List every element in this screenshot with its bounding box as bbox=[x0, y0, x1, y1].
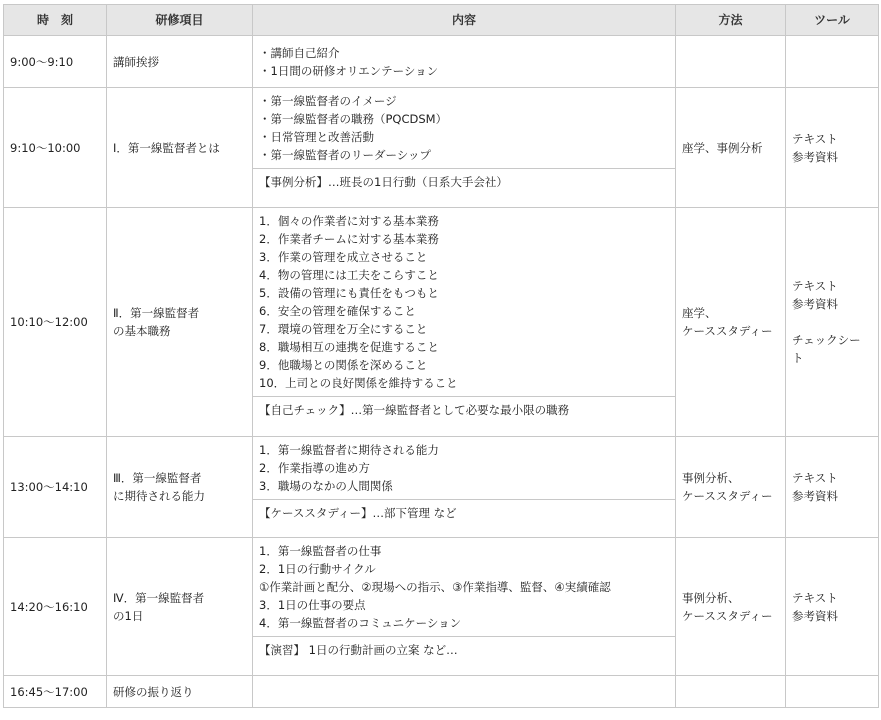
content-cell bbox=[253, 36, 676, 88]
method-cell: 事例分析、 ケーススタディー bbox=[676, 437, 786, 538]
time-cell: 16:45〜17:00 bbox=[4, 676, 107, 708]
table-row bbox=[4, 676, 879, 708]
content-cell bbox=[253, 676, 676, 708]
content-line: 1．第一線監督者の仕事 bbox=[259, 544, 382, 558]
header-item: 研修項目 bbox=[107, 5, 253, 36]
time-cell: 9:10〜10:00 bbox=[4, 88, 107, 208]
content-activity bbox=[253, 396, 675, 423]
method-cell: 座学、 ケーススタディー bbox=[676, 208, 786, 437]
header-method: 方法 bbox=[676, 5, 786, 36]
time-cell: 10:10〜12:00 bbox=[4, 208, 107, 437]
content-list bbox=[253, 676, 675, 684]
content-line: 5．設備の管理にも責任をもつもと bbox=[259, 286, 439, 300]
content-line: 8．職場相互の連携を促進すること bbox=[259, 340, 439, 354]
content-line: 【自己チェック】…第一線監督者として必要な最小限の職務 bbox=[259, 403, 570, 417]
tool-cell: テキスト 参考資料 bbox=[786, 538, 879, 676]
content-list bbox=[253, 88, 675, 168]
content-line: ・講師自己紹介 bbox=[259, 45, 340, 60]
tool-cell: テキスト 参考資料 チェックシート bbox=[786, 208, 879, 437]
table-row bbox=[4, 437, 879, 538]
content-line: ・日常管理と改善活動 bbox=[259, 130, 374, 144]
method-cell: 座学、事例分析 bbox=[676, 88, 786, 208]
content-line: 【演習】 1日の行動計画の立案 など… bbox=[259, 643, 458, 657]
content-line: 4．物の管理には工夫をこらすこと bbox=[259, 268, 439, 282]
header-content: 内容 bbox=[253, 5, 676, 36]
content-cell bbox=[253, 538, 676, 676]
content-line: 3．1日の仕事の要点 bbox=[259, 598, 366, 612]
content-activity bbox=[253, 168, 675, 195]
schedule-body bbox=[4, 36, 879, 708]
item-cell: 研修の振り返り bbox=[107, 676, 253, 708]
time-cell: 14:20〜16:10 bbox=[4, 538, 107, 676]
content-line: 3．作業の管理を成立させること bbox=[259, 250, 428, 264]
table-row bbox=[4, 36, 879, 88]
content-cell bbox=[253, 208, 676, 437]
content-line: 9．他職場との関係を深めること bbox=[259, 358, 428, 372]
content-line: 1．個々の作業者に対する基本業務 bbox=[259, 214, 439, 228]
method-cell bbox=[676, 36, 786, 88]
tool-cell bbox=[786, 676, 879, 708]
header-time: 時 刻 bbox=[4, 5, 107, 36]
content-line: 2．作業者チームに対する基本業務 bbox=[259, 232, 439, 246]
content-line: ・第一線監督者の職務（PQCDSM） bbox=[259, 112, 448, 126]
content-line: ・第一線監督者のリーダーシップ bbox=[259, 148, 432, 162]
content-line: 3．職場のなかの人間関係 bbox=[259, 479, 393, 493]
item-cell: Ⅱ．第一線監督者 の基本職務 bbox=[107, 208, 253, 437]
content-activity bbox=[253, 636, 675, 663]
content-activity bbox=[253, 499, 675, 526]
content-list bbox=[253, 538, 675, 636]
content-line: 2．1日の行動サイクル bbox=[259, 562, 376, 576]
item-cell: Ⅰ．第一線監督者とは bbox=[107, 88, 253, 208]
item-cell: 講師挨拶 bbox=[107, 36, 253, 88]
table-row bbox=[4, 88, 879, 208]
content-line: ・1日間の研修オリエンテーション bbox=[259, 63, 439, 78]
item-cell: Ⅳ．第一線監督者 の1日 bbox=[107, 538, 253, 676]
header-tool: ツール bbox=[786, 5, 879, 36]
content-line: 2．作業指導の進め方 bbox=[259, 461, 370, 475]
table-row bbox=[4, 538, 879, 676]
content-line: 6．安全の管理を確保すること bbox=[259, 304, 416, 318]
content-list bbox=[253, 208, 675, 396]
content-line: ・第一線監督者のイメージ bbox=[259, 94, 397, 108]
tool-cell: テキスト 参考資料 bbox=[786, 88, 879, 208]
time-cell: 13:00〜14:10 bbox=[4, 437, 107, 538]
content-line: 【ケーススタディー】…部下管理 など bbox=[259, 506, 457, 520]
content-line: 7．環境の管理を万全にすること bbox=[259, 322, 428, 336]
content-list bbox=[253, 40, 675, 84]
content-line: 4．第一線監督者のコミュニケーション bbox=[259, 616, 462, 630]
content-cell bbox=[253, 437, 676, 538]
method-cell: 事例分析、 ケーススタディー bbox=[676, 538, 786, 676]
tool-cell bbox=[786, 36, 879, 88]
content-line: 【事例分析】…班長の1日行動（日系大手会社） bbox=[259, 175, 508, 189]
content-line: 1．第一線監督者に期待される能力 bbox=[259, 443, 439, 457]
content-list bbox=[253, 437, 675, 499]
tool-cell: テキスト 参考資料 bbox=[786, 437, 879, 538]
header-row bbox=[4, 5, 879, 36]
time-cell: 9:00〜9:10 bbox=[4, 36, 107, 88]
content-line: ①作業計画と配分、②現場への指示、③作業指導、監督、④実績確認 bbox=[259, 580, 611, 594]
table-row bbox=[4, 208, 879, 437]
content-line: 10．上司との良好関係を維持すること bbox=[259, 376, 458, 390]
training-schedule-table bbox=[3, 4, 879, 708]
method-cell bbox=[676, 676, 786, 708]
item-cell: Ⅲ．第一線監督者 に期待される能力 bbox=[107, 437, 253, 538]
content-cell bbox=[253, 88, 676, 208]
